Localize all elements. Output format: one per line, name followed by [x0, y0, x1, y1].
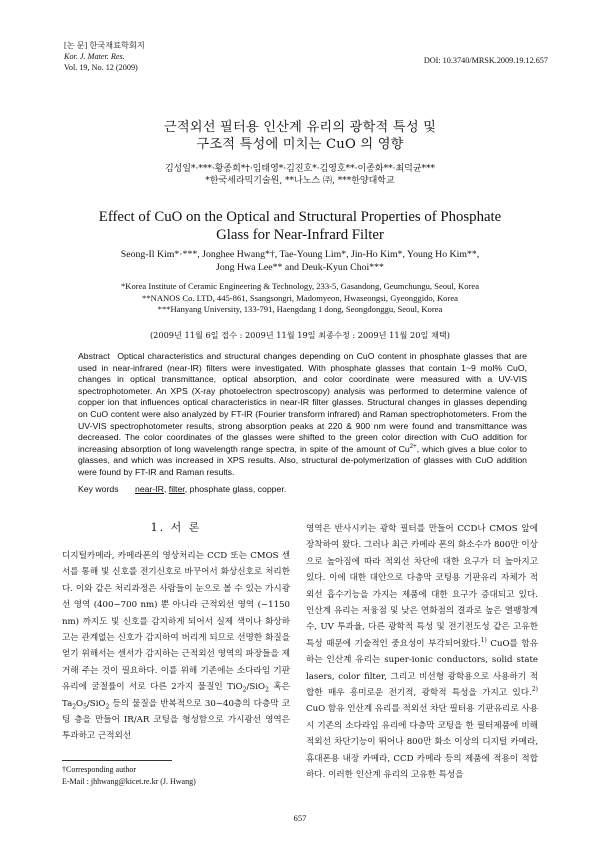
abstract-label: Abstract: [78, 351, 110, 361]
korean-affiliations: *한국세라믹기술원, **나노스 ㈜, ***한양대학교: [205, 176, 395, 186]
body-column-left: [62, 548, 290, 745]
subscript: 2: [265, 686, 269, 694]
corresponding-email: E-Mail : jhhwang@kicet.re.kr (J. Hwang): [62, 777, 196, 786]
body-left-text-b: /SiO: [246, 682, 266, 693]
english-affiliations: [0, 281, 600, 316]
footnote: [62, 764, 196, 788]
body-right-text-b: CuO를 함유하는 인산계 유리는 super-ionic conductors, solid state lasers, color filter, 그리고 비선형 광학용으로 사용하기 적합한 매우 흥미로운 전기적, 광학적 특성을 가지고 있다.: [306, 638, 538, 699]
english-authors-line1: Seong-Il Kim*·***, Jonghee Hwang*†, Tae-Young Lim*, Jin-Ho Kim*, Young Ho Kim**,: [120, 249, 480, 260]
korean-title-line2: 구조적 특성에 미치는 CuO 의 영향: [196, 137, 404, 152]
body-column-right: [306, 521, 538, 784]
doi: DOI: 10.3740/MRSK.2009.19.12.657: [423, 56, 548, 65]
journal-header: [64, 40, 145, 73]
subscript: 5: [83, 703, 87, 711]
korean-authors: [0, 163, 600, 187]
body-left-text-d: O: [76, 698, 84, 709]
affiliation-2: **NANOS Co. LTD, 445-861, Ssangsongri, Madomyeon, Hwaseongsi, Gyeonggido, Korea: [142, 292, 458, 303]
korean-title-line1: 근적외선 필터용 인산계 유리의 광학적 특성 및: [163, 120, 437, 135]
page-number: 657: [293, 813, 307, 823]
affiliation-3: ***Hanyang University, 133-791, Haengdang 1 dong, Seongdonggu, Seoul, Korea: [157, 304, 443, 314]
english-title: [0, 208, 600, 244]
keyword-near-ir: near-IR: [134, 484, 164, 494]
body-right-text-a: 영역은 반사시키는 광학 필터를 만들어 CCD나 CMOS 앞에 장착하여 왔다. 그러나 최근 카메라 폰의 화소수가 800만 이상으로 높아짐에 따라 적외선 차단에 대한 요구가 더 높아지고 있다. 이에 대한 대안으로 다층막 코팅용 기판유리 자체가 적외선 흡수기능을 가지는 제품에 대한 요구가 증대되고 있다. 인산계 유리는 저융점 및 낮은 연화점의 결과로 높은 열팽창계수, UV 투과율, 다른 광학적 특성 및 전기전도성 같은 고유한 특성 때문에 기술적인 중요성이 부각되어왔다.: [306, 524, 538, 649]
english-authors: [0, 248, 600, 274]
journal-name-en: Kor. J. Mater. Res.: [64, 52, 125, 61]
korean-title: [0, 119, 600, 153]
affiliation-1: *Korea Institute of Ceramic Engineering & Technology, 233-5, Gasandong, Geumchungu, Seoul, Korea: [120, 281, 480, 291]
submission-dates: (2009년 11월 6일 접수 : 2009년 11월 19일 최종수정 : 2009년 11월 20일 채택): [149, 330, 450, 340]
subscript: 2: [242, 686, 247, 694]
subscript: 2: [105, 703, 110, 711]
keywords-label: Key words: [78, 484, 119, 494]
abstract-text-1: Optical characteristics and structural changes depending on CuO content in phosphate glasses that are used in near-infrared (near-IR) filters were investigated. With phosphate glasses that contain 1~9 mol% CuO, changes in optical transmittance, optical absorption, and color coordinate were measured with a UV-VIS spectrophotometer. An XPS (X-ray photoelectron spectroscopy) analysis was performed to determine valence of copper ion that influences optical characteristics in near-IR filter glasses. Structural changes in glasses depending on CuO content were also analyzed by FT-IR (Fourier transform infrared) and Raman spectrophotometers. From the UV-VIS spectrophotometer results, strong absorption peaks at 220 & 900 nm were found and transmittance was decreased. The color coordinates of the glasses were shifted to the green color direction with CuO addition for increasing absorption of long wavelength range spectra, in spite of the amount of Cu: [78, 351, 528, 454]
journal-name-ko: [논 문] 한국재료학회지: [64, 41, 145, 50]
corresponding-author: †Corresponding author: [62, 765, 136, 774]
footnote-divider: [62, 760, 172, 761]
reference-marker: 1): [480, 636, 487, 644]
abstract-superscript: 2+: [409, 442, 417, 450]
body-left-text-a: 디지털카메라, 카메라폰의 영상처리는 CCD 또는 CMOS 센서를 통해 빛 신호를 전기신호로 바꾸어서 화상신호로 처리한다. 이와 같은 처리과정은 사람들이 눈으로 볼 수 있는 가시광선 영역 (400~700 nm) 뿐 아니라 근적외선 영역 (~1150 nm) 까지도 빛 신호를 감지하게 되어서 실제 색이나 화상하고는 관계없는 신호가 감지하여 버리게 되므로 선명한 화질을 얻기 위해서는 센서가 감지하는 근적외선 영역의 파장들을 제거해 주는 것이 필요하다. 이를 위해 기존에는 소다라임 기판유리에 굴절률이 서로 다른 2가지 물질인 TiO: [62, 551, 290, 693]
keyword-filter: filter: [168, 484, 185, 494]
abstract: [78, 351, 527, 479]
keyword-separator: ,: [163, 484, 169, 494]
keywords-rest: , phosphate glass, copper.: [184, 484, 287, 494]
section-heading-introduction: 1. 서 론: [150, 521, 202, 534]
korean-author-names: 김성일*·***·황종희*†·임태영*·김진호*·김영호**·이종화**·최덕균***: [164, 164, 436, 174]
english-authors-line2: Jong Hwa Lee** and Deuk-Kyun Choi***: [216, 262, 384, 273]
body-left-text-c: 혹은 Ta: [62, 682, 290, 709]
subscript: 2: [72, 703, 77, 711]
body-left-text-f: 등의 물질을 반복적으로 30~40층의 다층막 코팅 층을 만들어 IR/AR 코팅을 형성함으로 가시광선 영역은 투과하고 근적외선: [62, 698, 290, 742]
abstract-text-2: , which gives a blue color to glasses, and which was increased in XPS results. Also, structural de-polymerization of glasses with CuO addition were found by FT-IR and Raman results.: [78, 443, 527, 477]
body-left-text-e: /SiO: [86, 698, 106, 709]
english-title-line2: Glass for Near-Infrard Filter: [216, 227, 384, 243]
journal-volume: Vol. 19, No. 12 (2009): [64, 63, 138, 72]
body-right-text-c: CuO 함유 인산계 유리를 적외선 차단 필터용 기판유리로 사용 시 기존의 소다라임 유리에 다층막 코팅을 한 필터제품에 비해 적외선 차단기능이 뛰어나 800만 화소 이상의 디지털 카메라, 휴대폰용 내장 카메라, CCD 카메라 등의 제품에 적용이 적합하다. 이러한 인산계 유리의 고유한 특성을: [306, 704, 538, 781]
english-title-line1: Effect of CuO on the Optical and Structural Properties of Phosphate: [98, 209, 502, 225]
keywords: [78, 484, 286, 494]
reference-marker: 2): [531, 686, 538, 694]
